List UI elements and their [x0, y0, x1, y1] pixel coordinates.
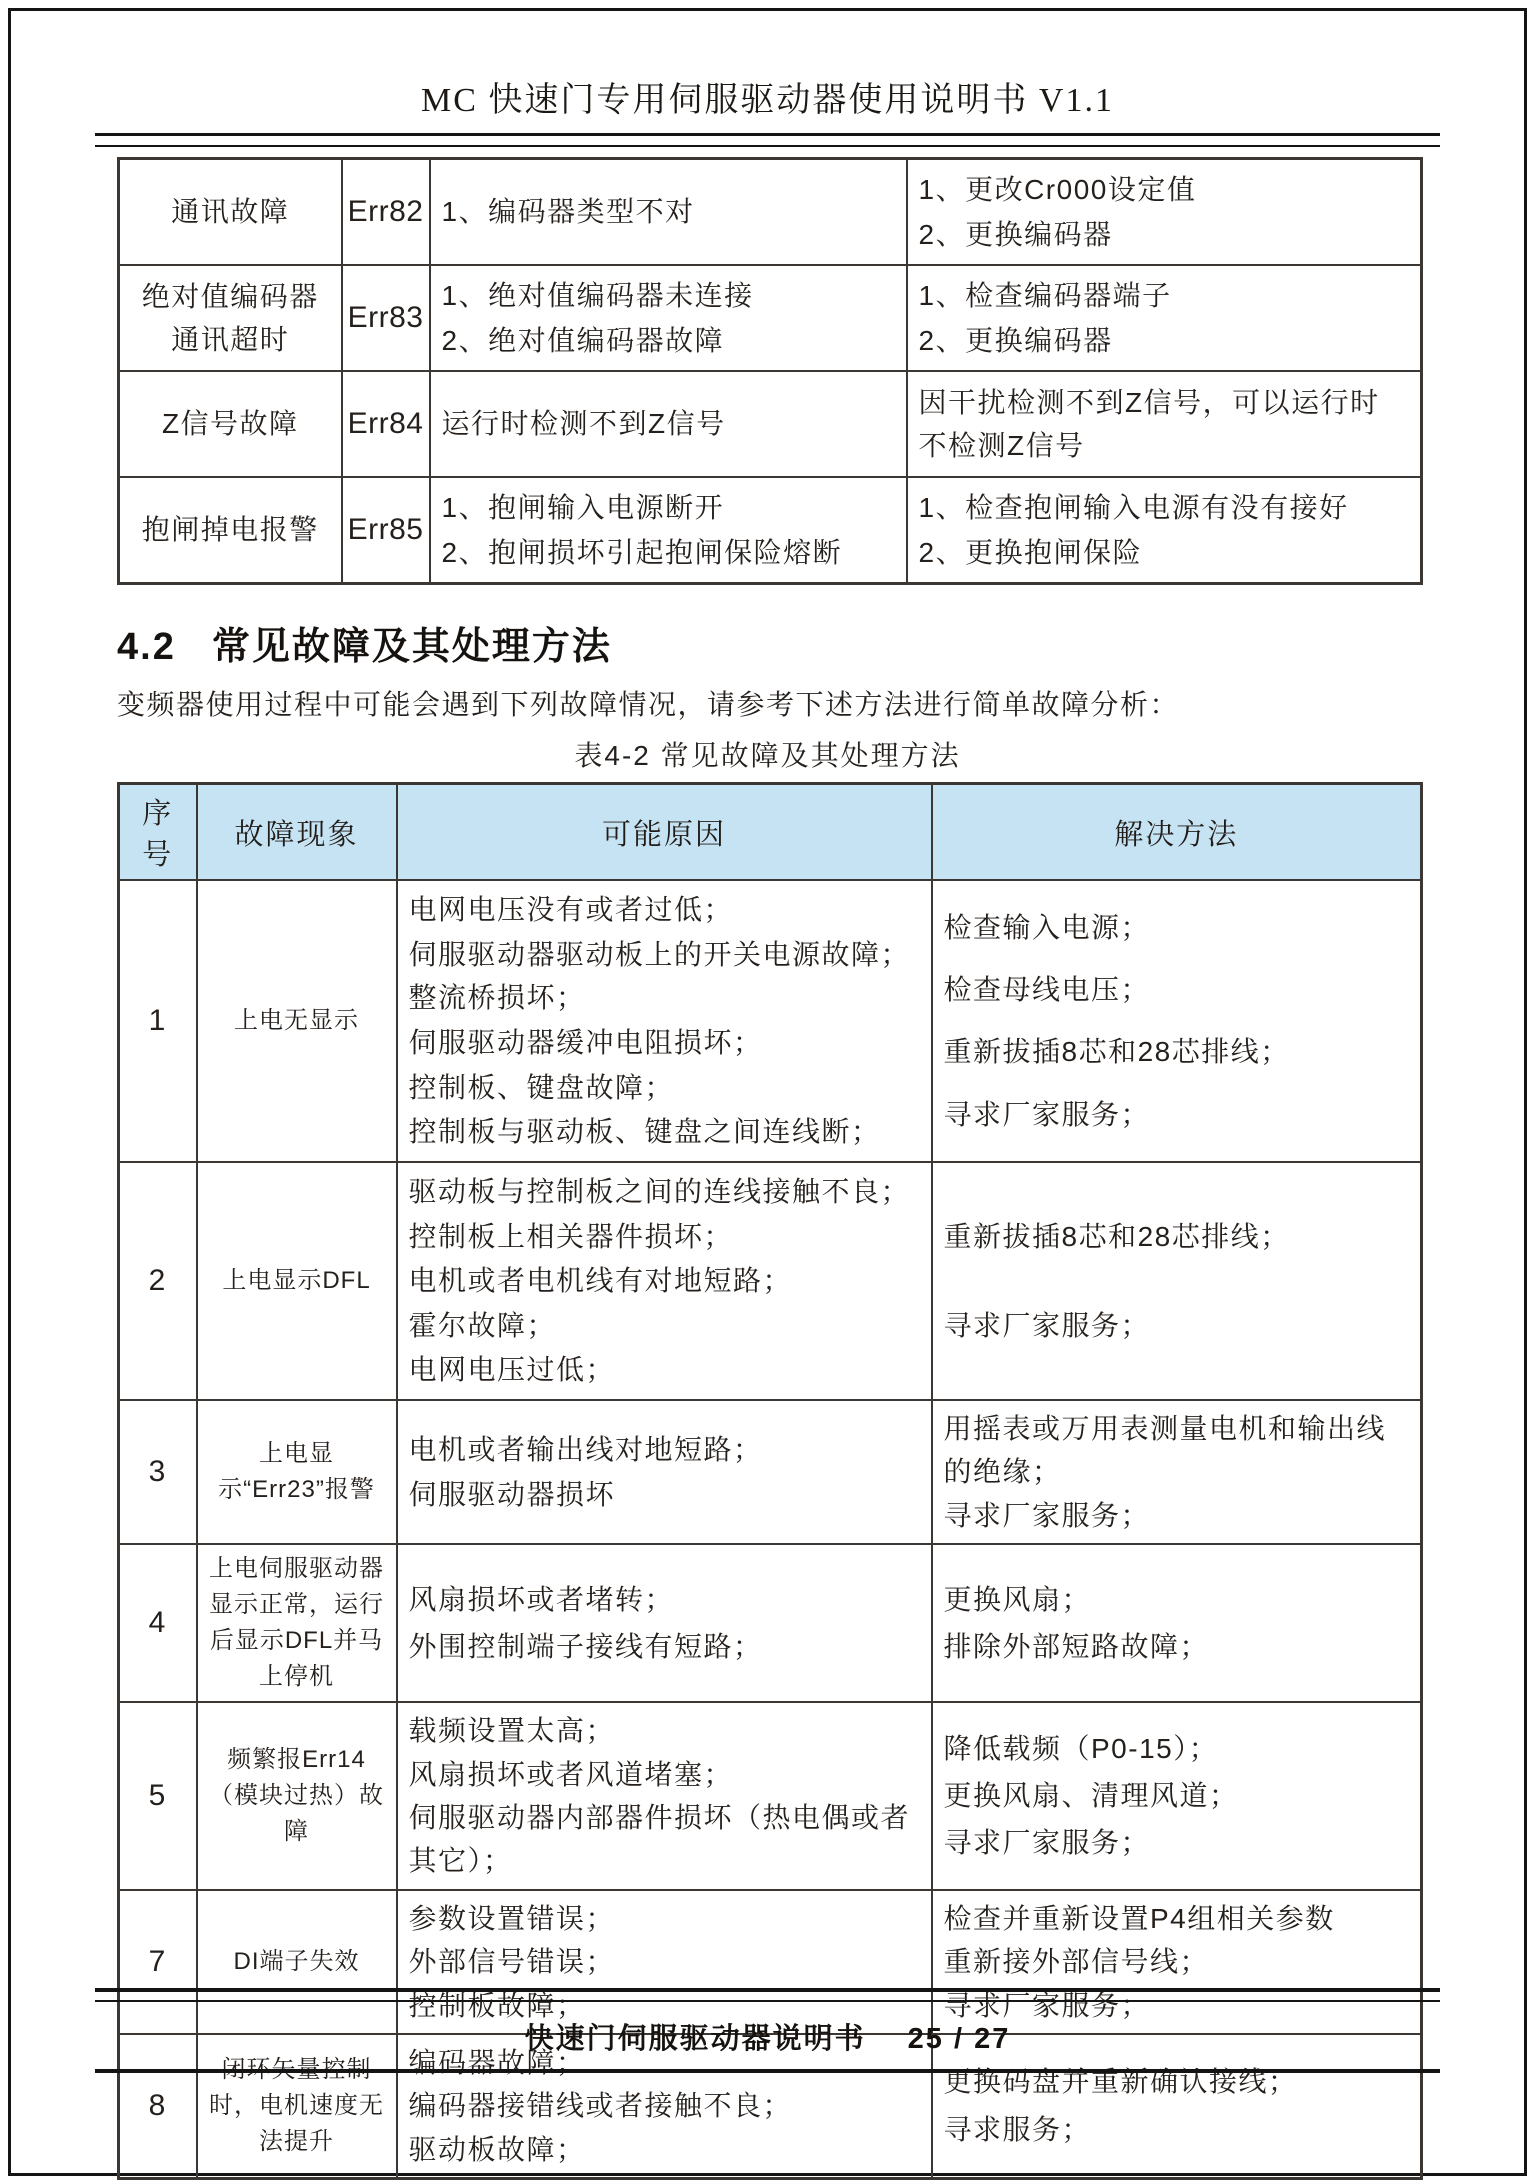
cause: 参数设置错误；	[408, 1902, 616, 1934]
common-fault-row	[119, 880, 1422, 1162]
table-caption: 表4-2 常见故障及其处理方法	[574, 740, 961, 771]
fault-cause: 运行时检测不到Z信号	[441, 408, 726, 440]
solutions-cell-td	[932, 1544, 1422, 1702]
fault-code-cell	[347, 378, 424, 470]
row-number: 4	[148, 1605, 167, 1639]
fault-code-cell-td	[342, 477, 430, 584]
fault-code-cell-td	[342, 371, 430, 477]
fault-code-cell-td	[342, 159, 430, 266]
common-fault-row	[119, 1702, 1422, 1890]
fault-causes-cell-td	[430, 477, 907, 584]
section-heading	[117, 615, 1440, 670]
fault-name-cell-td	[119, 159, 342, 266]
column-header-2: 可能原因	[397, 784, 932, 881]
row-number: 1	[148, 1003, 167, 1037]
fault-name-cell	[131, 484, 330, 576]
common-fault-row	[119, 1544, 1422, 1702]
page-content	[95, 0, 1440, 2180]
row-number-cell	[131, 1724, 185, 1868]
fault-solution: 1、检查编码器端子	[918, 279, 1172, 311]
causes-cell-td	[397, 1544, 932, 1702]
cause: 控制板、键盘故障；	[408, 1071, 675, 1103]
cause: 风扇损坏或者风道堵塞；	[408, 1758, 734, 1790]
causes-cell-td	[397, 1702, 932, 1890]
row-number: 7	[148, 1944, 167, 1978]
fault-name-cell-td	[119, 265, 342, 371]
phenomenon: 上电显示DFL	[222, 1267, 371, 1294]
fault-cause: 1、抱闸输入电源断开	[441, 491, 725, 523]
fault-solution: 2、更换抱闸保险	[918, 536, 1143, 568]
fault-solution: 2、更换编码器	[918, 218, 1113, 250]
common-fault-row	[119, 1162, 1422, 1400]
phenomenon-cell-td	[197, 1162, 397, 1400]
fault-causes-cell	[442, 378, 895, 470]
phenomenon-cell-td	[197, 880, 397, 1162]
fault-solutions-cell	[919, 484, 1410, 576]
cause: 霍尔故障；	[408, 1309, 557, 1341]
fault-name-cell	[131, 272, 330, 364]
solution: 寻求服务；	[943, 2114, 1092, 2146]
fault-code-row	[119, 371, 1422, 477]
solutions-cell-td	[932, 1162, 1422, 1400]
row-number: 3	[148, 1454, 167, 1488]
solution: 检查输入电源；	[943, 911, 1151, 943]
cause: 驱动板与控制板之间的连线接触不良；	[408, 1176, 911, 1208]
phenomenon: 上电显示“Err23”报警	[218, 1440, 375, 1504]
page-footer	[95, 1988, 1440, 2073]
solution: 寻求厂家服务；	[943, 1989, 1151, 2021]
cause: 电网电压没有或者过低；	[408, 894, 734, 926]
causes-cell	[409, 1573, 920, 1673]
fault-cause: 2、抱闸损坏引起抱闸保险熔断	[441, 536, 843, 568]
row-number-cell	[131, 1169, 185, 1393]
phenomenon: 上电伺服驱动器显示正常，运行后显示DFL并马上停机	[209, 1555, 384, 1691]
fault-cause: 2、绝对值编码器故障	[441, 324, 725, 356]
common-fault-table-header-row	[119, 784, 1422, 881]
row-number: 5	[148, 1778, 167, 1812]
fault-solution: 2、更换编码器	[918, 324, 1113, 356]
fault-solutions-cell	[919, 272, 1410, 364]
fault-code-table	[117, 157, 1423, 585]
solution: 更换风扇、清理风道；	[943, 1780, 1239, 1812]
cause: 驱动板故障；	[408, 2133, 586, 2165]
cause: 编码器接错线或者接触不良；	[408, 2090, 793, 2122]
solution: 重新接外部信号线；	[943, 1946, 1210, 1978]
fault-code: Err84	[347, 406, 424, 440]
phenomenon-cell-td	[197, 1702, 397, 1890]
solution: 检查母线电压；	[943, 974, 1151, 1006]
fault-code: Err85	[347, 512, 424, 546]
causes-cell-td	[397, 1162, 932, 1400]
column-header-3: 解决方法	[932, 784, 1422, 881]
row-number: 2	[148, 1263, 167, 1297]
phenomenon: DI端子失效	[233, 1947, 360, 1975]
fault-code-row	[119, 159, 1422, 266]
fault-code-cell-td	[342, 265, 430, 371]
solutions-cell	[944, 1407, 1410, 1537]
phenomenon-cell	[209, 1427, 385, 1517]
fault-causes-cell-td	[430, 265, 907, 371]
fault-name: 通讯故障	[171, 196, 290, 228]
solution: 寻求厂家服务；	[943, 1309, 1151, 1341]
causes-cell	[409, 1427, 920, 1517]
cause: 伺服驱动器损坏	[408, 1478, 616, 1510]
section-title: 常见故障及其处理方法	[211, 626, 612, 668]
phenomenon-cell-td	[197, 1544, 397, 1702]
common-fault-row	[119, 1400, 1422, 1544]
causes-cell	[409, 887, 920, 1155]
solution: 排除外部短路故障；	[943, 1631, 1210, 1663]
solution: 寻求厂家服务；	[943, 1098, 1151, 1130]
common-fault-table	[117, 782, 1423, 2180]
footer-page-number: 25 / 27	[907, 2023, 1011, 2055]
solution: 降低载频（P0-15）；	[943, 1733, 1219, 1765]
solutions-cell	[944, 1724, 1410, 1868]
fault-code-row	[119, 477, 1422, 584]
solution: 重新拔插8芯和28芯排线；	[943, 1036, 1290, 1068]
cause: 伺服驱动器缓冲电阻损坏；	[408, 1026, 763, 1058]
fault-solution: 1、更改Cr000设定值	[918, 173, 1197, 205]
fault-solutions-cell-td	[907, 371, 1422, 477]
fault-code-cell	[347, 484, 424, 576]
fault-solutions-cell-td	[907, 477, 1422, 584]
solutions-cell	[944, 1573, 1410, 1673]
solution: 更换风扇；	[943, 1583, 1092, 1615]
cause: 控制板故障；	[408, 1989, 586, 2021]
solution: 寻求厂家服务；	[943, 1499, 1151, 1531]
causes-cell-td	[397, 880, 932, 1162]
row-number-cell-td	[119, 1544, 197, 1702]
footer-rule-top	[95, 1988, 1440, 2002]
phenomenon-cell	[209, 1169, 385, 1393]
phenomenon: 闭环矢量控制时，电机速度无法提升	[209, 2055, 384, 2155]
fault-causes-cell-td	[430, 159, 907, 266]
fault-causes-cell	[442, 484, 895, 576]
fault-code-cell	[347, 272, 424, 364]
footer-doc-name: 快速门伺服驱动器说明书	[524, 2023, 866, 2055]
cause: 外部信号错误；	[408, 1946, 616, 1978]
cause: 载频设置太高；	[408, 1715, 616, 1747]
solution: 寻求厂家服务；	[943, 1827, 1151, 1859]
causes-cell-td	[397, 1400, 932, 1544]
cause: 控制板与驱动板、键盘之间连线断；	[408, 1116, 881, 1148]
fault-solution: 1、检查抱闸输入电源有没有接好	[918, 491, 1349, 523]
cause: 编码器故障；	[408, 2046, 586, 2078]
fault-causes-cell-td	[430, 371, 907, 477]
row-number-cell-td	[119, 1162, 197, 1400]
fault-causes-cell	[442, 272, 895, 364]
row-number-cell-td	[119, 1702, 197, 1890]
fault-cause: 1、绝对值编码器未连接	[441, 279, 754, 311]
cause: 电机或者输出线对地短路；	[408, 1434, 763, 1466]
solution: 检查并重新设置P4组相关参数	[943, 1902, 1335, 1934]
cause: 伺服驱动器内部器件损坏（热电偶或者其它）；	[408, 1801, 911, 1877]
cause: 电机或者电机线有对地短路；	[408, 1265, 793, 1297]
row-number: 8	[148, 2088, 167, 2122]
fault-cause: 1、编码器类型不对	[441, 196, 695, 228]
solutions-cell-td	[932, 880, 1422, 1162]
section-number: 4.2	[117, 626, 176, 668]
solutions-cell-td	[932, 1400, 1422, 1544]
document-title: MC 快速门专用伺服驱动器使用说明书 V1.1	[421, 82, 1114, 119]
fault-code-cell	[347, 166, 424, 258]
phenomenon: 频繁报Err14（模块过热）故障	[209, 1745, 384, 1845]
fault-solutions-cell-td	[907, 159, 1422, 266]
fault-name-cell-td	[119, 371, 342, 477]
solution: 用摇表或万用表测量电机和输出线的绝缘；	[943, 1413, 1387, 1488]
fault-solution: 因干扰检测不到Z信号，可以运行时不检测Z信号	[918, 386, 1380, 461]
causes-cell	[409, 1169, 920, 1393]
cause: 电网电压过低；	[408, 1354, 616, 1386]
fault-name-cell	[131, 166, 330, 258]
causes-cell	[409, 1709, 920, 1883]
header-rule	[95, 133, 1440, 147]
fault-solutions-cell	[919, 166, 1410, 258]
phenomenon-cell	[209, 1551, 385, 1695]
footer-line	[95, 2016, 1440, 2057]
fault-code-row	[119, 265, 1422, 371]
cause: 风扇损坏或者堵转；	[408, 1583, 675, 1615]
row-number-cell-td	[119, 880, 197, 1162]
column-header-0: 序号	[119, 784, 197, 881]
fault-code: Err82	[347, 194, 424, 228]
fault-name: 绝对值编码器通讯超时	[141, 280, 319, 355]
fault-code: Err83	[347, 300, 424, 334]
fault-name-cell-td	[119, 477, 342, 584]
cause: 控制板上相关器件损坏；	[408, 1220, 734, 1252]
solutions-cell	[944, 1169, 1410, 1393]
cause: 外围控制端子接线有短路；	[408, 1631, 763, 1663]
phenomenon-cell-td	[197, 1400, 397, 1544]
fault-solutions-cell-td	[907, 265, 1422, 371]
solutions-cell	[944, 887, 1410, 1155]
row-number-cell	[131, 887, 185, 1155]
footer-rule-bottom	[95, 2069, 1440, 2073]
fault-name: Z信号故障	[161, 408, 299, 440]
solution: 重新拔插8芯和28芯排线；	[943, 1220, 1290, 1252]
phenomenon-cell	[209, 887, 385, 1155]
solution: 更换码盘并重新确认接线；	[943, 2066, 1298, 2098]
cause: 伺服驱动器驱动板上的开关电源故障；整流桥损坏；	[408, 938, 911, 1014]
intro-paragraph: 变频器使用过程中可能会遇到下列故障情况，请参考下述方法进行简单故障分析：	[117, 689, 1180, 720]
row-number-cell	[131, 1427, 185, 1517]
fault-name-cell	[131, 378, 330, 470]
row-number-cell	[131, 1573, 185, 1673]
phenomenon-cell	[209, 1724, 385, 1868]
fault-causes-cell	[442, 166, 895, 258]
fault-name: 抱闸掉电报警	[141, 514, 319, 546]
solutions-cell-td	[932, 1702, 1422, 1890]
column-header-1: 故障现象	[197, 784, 397, 881]
row-number-cell-td	[119, 1400, 197, 1544]
fault-solutions-cell	[919, 378, 1410, 470]
phenomenon: 上电无显示	[234, 1007, 359, 1034]
